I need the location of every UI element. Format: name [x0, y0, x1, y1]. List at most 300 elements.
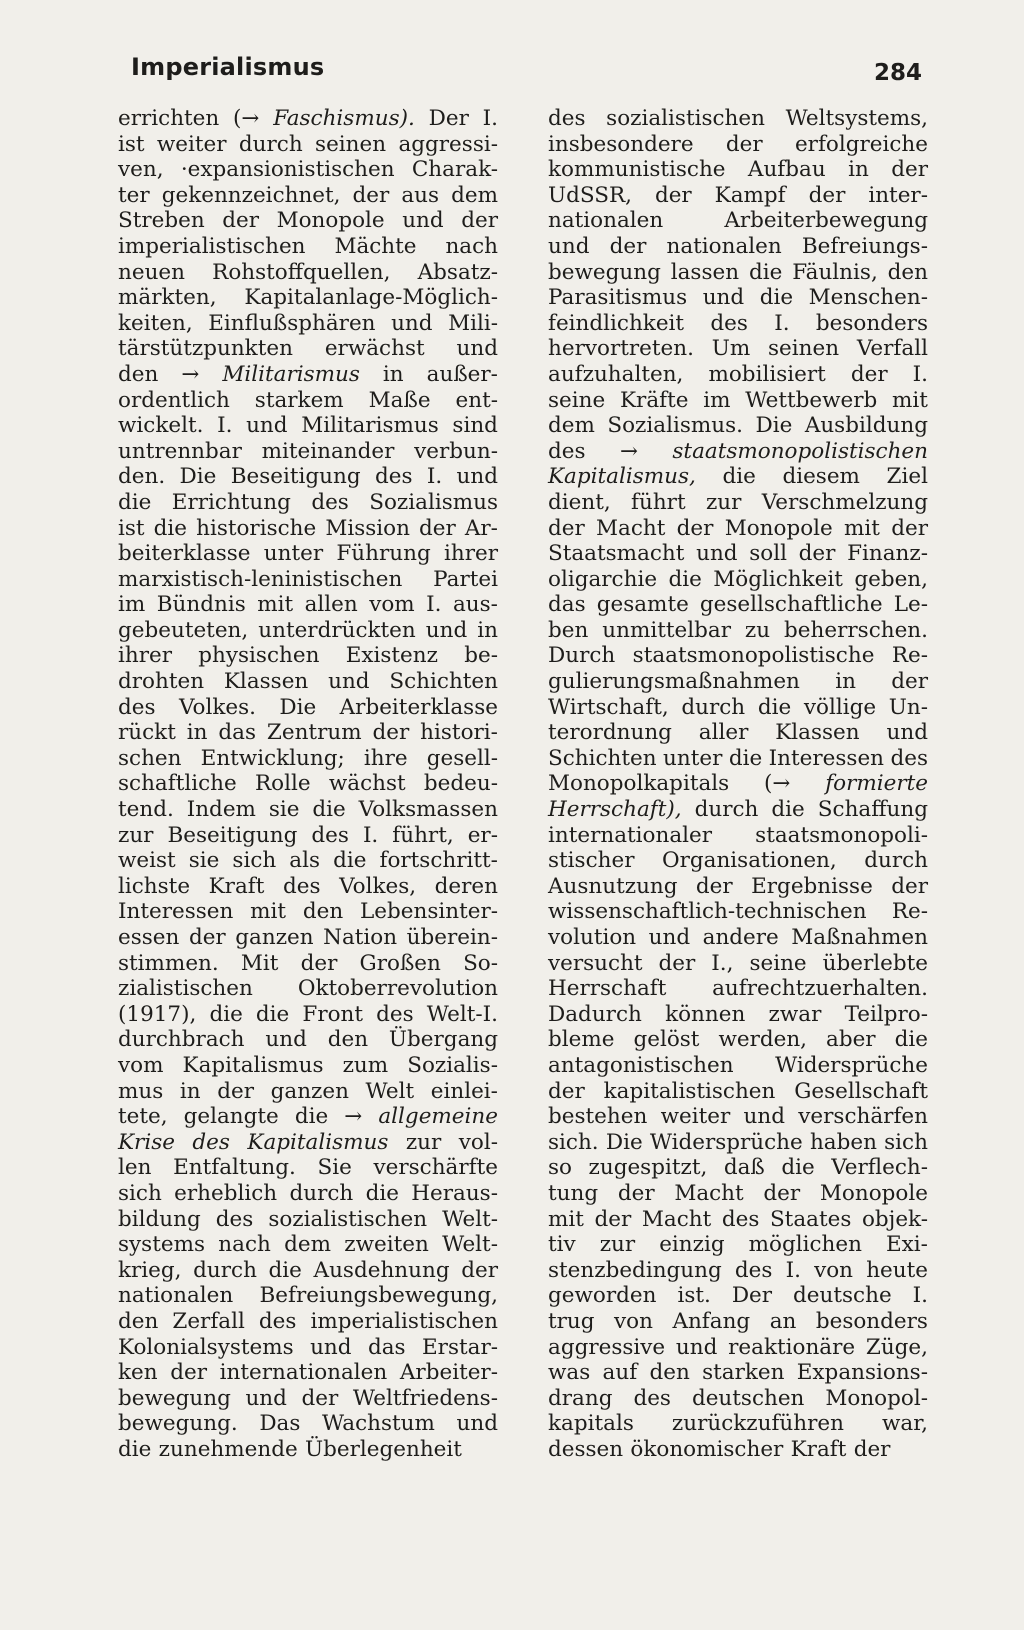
word: wickelt. [118, 413, 204, 439]
word: des [633, 1385, 671, 1411]
word: die [771, 797, 805, 823]
word: Dadurch [548, 1001, 642, 1027]
word: weist [118, 848, 176, 874]
word: aggressi- [398, 131, 498, 157]
word: Finanz- [847, 541, 928, 567]
word: Monopole [724, 515, 833, 541]
word: Kampf [714, 182, 786, 208]
word: erheblich [174, 1180, 278, 1206]
text-line [118, 1053, 498, 1079]
cross-reference-arrow: (→ [763, 771, 791, 797]
word: I. [217, 413, 233, 439]
word: drang [548, 1385, 613, 1411]
text-line [118, 490, 498, 516]
text-line [118, 1386, 498, 1412]
word: besonders [815, 1308, 928, 1334]
text-line [548, 490, 928, 516]
word: Maße [368, 387, 431, 413]
word: erwächst [324, 336, 425, 362]
word: imperialistischen [310, 1308, 498, 1334]
word: dem [548, 413, 595, 439]
word: im [703, 387, 731, 413]
word: bleme [548, 1027, 615, 1053]
word: in [848, 157, 869, 183]
word: terordnung [548, 720, 672, 746]
word: Beseitigung [167, 822, 298, 848]
word: das [367, 1334, 406, 1360]
word: Mission [325, 515, 410, 541]
word: in [477, 617, 498, 643]
word: die [255, 1001, 290, 1027]
text-line [118, 208, 498, 234]
word: die [728, 745, 763, 771]
word: der [300, 950, 338, 976]
word: Militarismus [301, 413, 439, 439]
word: außer- [426, 361, 498, 387]
text-line [118, 413, 498, 439]
word: ken [118, 1360, 158, 1386]
word: zialistischen [118, 976, 253, 1002]
word: der [548, 1078, 585, 1104]
word: des [548, 106, 586, 131]
word: I. [785, 1257, 801, 1283]
word: der [609, 233, 647, 259]
word: dem [451, 182, 498, 208]
word: zweiten [344, 1232, 429, 1258]
word: verschärfte [373, 1155, 498, 1181]
word: Volksmassen [358, 797, 498, 823]
word: unter [663, 745, 723, 771]
text-line [118, 951, 498, 977]
word: beherrschen. [784, 617, 928, 643]
word: Weltsystems, [785, 106, 928, 131]
word: Klassen [775, 720, 860, 746]
word: Staates [769, 1206, 852, 1232]
word: Interessen [768, 745, 885, 771]
word: den [118, 361, 159, 387]
word: mus [118, 1078, 164, 1104]
word: sozialistischen [606, 106, 765, 131]
word: systems [118, 1232, 205, 1258]
word: die [757, 694, 792, 720]
word: tiv [548, 1232, 576, 1258]
word: durch [289, 1180, 354, 1206]
word: I. [912, 361, 928, 387]
text-line [118, 1309, 498, 1335]
word: vom [118, 1052, 164, 1078]
word: der [763, 1180, 801, 1206]
word: aller [698, 720, 749, 746]
word: Beseitigung [230, 464, 361, 490]
word: bestehen [548, 1104, 648, 1130]
word: diesem [782, 464, 860, 490]
word: essen [118, 925, 180, 950]
word: nach [445, 233, 498, 259]
word: historische [196, 515, 317, 541]
text-line [118, 797, 498, 823]
word: erfolgreiche [794, 131, 928, 157]
word: die [748, 259, 783, 285]
word: beiterklasse [118, 541, 251, 567]
word: besonders [815, 310, 928, 336]
word: So- [463, 950, 498, 976]
text-line [548, 1309, 928, 1335]
word: zwar [768, 1001, 822, 1027]
word: des [258, 1308, 297, 1334]
word: gesell- [426, 745, 498, 771]
word: der [301, 1385, 339, 1411]
text-line [118, 541, 498, 567]
word: er- [467, 822, 498, 848]
word: Führung [336, 541, 431, 567]
text-line [118, 643, 498, 669]
word: seinen [768, 336, 840, 362]
word: und [456, 336, 498, 362]
word: und [328, 669, 370, 695]
word: die [781, 1155, 815, 1181]
word: starkem [254, 387, 344, 413]
word: sozialistischen [268, 1206, 428, 1232]
word: ter [118, 182, 150, 208]
word: Ausbildung [804, 413, 928, 439]
word: Arbeiter- [399, 1360, 498, 1386]
word: mit [548, 1206, 584, 1232]
word: gesellschaftliche [699, 592, 883, 618]
word: Lebensinter- [359, 899, 498, 925]
word: nationalen [666, 233, 782, 259]
word: fortschritt- [379, 848, 498, 874]
word: überein- [406, 925, 498, 950]
word: versucht [548, 950, 643, 976]
word: Macht [596, 515, 666, 541]
word: dient, [548, 489, 611, 515]
text-line [548, 823, 928, 849]
word: weiter [660, 1104, 731, 1130]
text-line [118, 1027, 498, 1053]
word: Menschen- [808, 285, 928, 311]
text-line [548, 771, 928, 797]
word: Wettbewerb [745, 387, 878, 413]
word: Arbeiterbewegung [724, 208, 928, 234]
word: Entfaltung. [173, 1155, 296, 1181]
text-line [118, 516, 498, 542]
word: Monopolkapitals [548, 771, 730, 797]
text-line [548, 1104, 928, 1130]
word: Befreiungsbewegung, [259, 1283, 498, 1309]
word: Die [279, 694, 317, 720]
word: Weltfriedens- [352, 1385, 498, 1411]
word: kapitals [548, 1411, 634, 1437]
word: Partei [433, 566, 498, 592]
word: Kapitalanlage-Möglich- [244, 285, 498, 311]
word: Welt-I. [426, 1001, 498, 1027]
text-line [548, 208, 928, 234]
word: Welt [365, 1078, 415, 1104]
word: Faschismus). [273, 106, 415, 131]
text-line [118, 183, 498, 209]
word: schen [118, 745, 182, 771]
word: Sie [317, 1155, 352, 1181]
word: der [808, 182, 846, 208]
text-line [118, 1360, 498, 1386]
word: kommunistische [548, 157, 726, 183]
word: Widersprüche [775, 1052, 928, 1078]
word: Anfang [672, 1308, 751, 1334]
word: mit [892, 387, 928, 413]
text-line [548, 899, 928, 925]
text-line [118, 695, 498, 721]
text-line [118, 848, 498, 874]
word: und [648, 925, 691, 950]
word: Monopol- [825, 1385, 928, 1411]
text-column-left [118, 106, 498, 1462]
cross-reference-arrow: (→ [233, 106, 260, 131]
text-line [118, 439, 498, 465]
word: durch [238, 131, 303, 157]
text-line [118, 1181, 498, 1207]
word: gesamte [596, 592, 689, 618]
word: gebeuteten, [118, 617, 249, 643]
word: Krise [118, 1129, 175, 1155]
word: ganzen [270, 1078, 349, 1104]
page-number: 284 [874, 60, 923, 86]
word: Parasitismus [548, 285, 688, 311]
word: Oktoberrevolution [297, 976, 498, 1002]
word: werden, [718, 1027, 808, 1053]
text-line [548, 976, 928, 1002]
word: und [265, 1027, 307, 1053]
word: Re- [891, 899, 928, 925]
word: Front [302, 1001, 364, 1027]
word: einlei- [430, 1078, 498, 1104]
word: seine [548, 387, 606, 413]
word: Ausnutzung [548, 873, 678, 899]
word: und [548, 233, 590, 259]
text-line [548, 311, 928, 337]
word: aus- [452, 592, 498, 618]
word: an [769, 1308, 797, 1334]
word: schaftliche [118, 771, 237, 797]
text-line [118, 1155, 498, 1181]
word: des [118, 694, 156, 720]
word: I. [912, 1283, 928, 1309]
word: gekennzeichnet, [161, 182, 341, 208]
word: Macht [641, 1206, 712, 1232]
text-line [118, 874, 498, 900]
word: ihrer [443, 541, 498, 567]
text-line [548, 746, 928, 772]
word: zu [744, 617, 771, 643]
word: Das [259, 1411, 301, 1437]
word: verbun- [414, 438, 498, 464]
text-line [118, 362, 498, 388]
text-line [118, 1283, 498, 1309]
word: ökonomischer [630, 1436, 784, 1462]
text-line [548, 464, 928, 490]
word: sich [118, 1180, 162, 1206]
word: zum [342, 1052, 389, 1078]
word: aggressive [548, 1334, 666, 1360]
text-line [118, 157, 498, 183]
word: Großen [359, 950, 441, 976]
word: aus [401, 182, 440, 208]
word: und [702, 285, 745, 311]
word: Zentrum [266, 720, 362, 746]
word: und [310, 1334, 352, 1360]
word: die [118, 1436, 152, 1462]
word: der [695, 873, 733, 899]
word: des [548, 438, 586, 464]
text-line [548, 1258, 928, 1284]
text-line [548, 1411, 928, 1437]
word: Kolonialsystems [118, 1334, 294, 1360]
word: neuen [118, 259, 185, 285]
word: internationalen [219, 1360, 388, 1386]
word: Durch [548, 643, 616, 669]
text-line [118, 260, 498, 286]
word: drohten [118, 669, 205, 695]
word: der [461, 208, 498, 234]
word: andere [702, 925, 779, 950]
text-line [118, 618, 498, 644]
word: und [696, 541, 738, 567]
word: Wirtschaft, [548, 694, 669, 720]
text-line [118, 311, 498, 337]
word: und [743, 1104, 785, 1130]
word: Monopole [819, 1180, 928, 1206]
word: und [391, 310, 433, 336]
word: mit [250, 899, 287, 925]
word: möglichen [748, 1232, 862, 1258]
word: Widersprüche [649, 1129, 803, 1155]
word: ihrer [118, 643, 173, 669]
text-line [548, 1053, 928, 1079]
text-line [118, 1104, 498, 1130]
word: Gesellschaft [794, 1078, 928, 1104]
word: der [617, 1180, 655, 1206]
word: Re- [891, 643, 928, 669]
word: Heraus- [411, 1180, 498, 1206]
word: durch [681, 694, 746, 720]
word: gulierungsmaßnahmen [548, 669, 800, 695]
text-line [548, 183, 928, 209]
word: Überlegenheit [305, 1436, 462, 1462]
word: Welt- [442, 1232, 498, 1258]
word: Volkes. [178, 694, 256, 720]
word: feindlichkeit [548, 310, 685, 336]
word: von [814, 1257, 854, 1283]
word: Ar- [464, 515, 498, 541]
word: der [850, 361, 888, 387]
text-line [118, 1437, 498, 1463]
word: führt, [392, 822, 454, 848]
word: der [676, 515, 714, 541]
word: führt [631, 489, 686, 515]
word: internationaler [548, 822, 713, 848]
word: Kräfte [619, 387, 689, 413]
word: in [186, 720, 208, 746]
word: und [886, 720, 928, 746]
word: Teilpro- [844, 1001, 928, 1027]
word: untrennbar [118, 438, 242, 464]
text-line [548, 260, 928, 286]
word: können [665, 1001, 746, 1027]
word: der [372, 720, 410, 746]
word: heute [866, 1257, 928, 1283]
text-line [118, 823, 498, 849]
word: soll [749, 541, 787, 567]
word: formierte [825, 771, 928, 797]
word: mit [257, 592, 294, 618]
word: Rohstoffquellen, [212, 259, 391, 285]
word: ist [118, 131, 145, 157]
word: staatsmonopoli- [755, 822, 928, 848]
word: aufrechtzuerhalten. [712, 976, 928, 1002]
word: als [289, 848, 321, 874]
word: bewegung. [118, 1411, 238, 1437]
text-line [118, 976, 498, 1002]
word: zugespitzt, [588, 1155, 708, 1181]
word: rückt [118, 720, 176, 746]
word: Ausdehnung [313, 1257, 450, 1283]
word: in [179, 1078, 201, 1104]
word: Militarismus [222, 361, 360, 387]
word: verschärfen [798, 1104, 928, 1130]
word: Verflech- [831, 1155, 928, 1181]
word: Absatz- [417, 259, 498, 285]
word: Verfall [856, 336, 928, 362]
text-line [548, 643, 928, 669]
word: Nation [323, 925, 398, 950]
word: I. [774, 310, 790, 336]
word: dem [284, 1232, 331, 1258]
word: nach [218, 1232, 271, 1258]
word: Expansions- [796, 1360, 928, 1386]
word: aber [826, 1027, 876, 1053]
text-line [548, 874, 928, 900]
word: Schichten [389, 669, 498, 695]
word: volution [548, 925, 637, 950]
word: sie [268, 797, 300, 823]
word: Die [605, 1129, 643, 1155]
word: was [548, 1360, 591, 1386]
word: Un- [888, 694, 928, 720]
word: der [352, 182, 390, 208]
word: auf [602, 1360, 638, 1386]
word: in [835, 669, 856, 695]
word: des [710, 310, 748, 336]
word: hervortreten. [548, 336, 694, 362]
word: vol- [458, 1129, 498, 1155]
text-line [548, 848, 928, 874]
word: Organisationen, [661, 848, 837, 874]
word: oligarchie [548, 566, 658, 592]
word: deutschen [691, 1385, 805, 1411]
word: im [118, 592, 146, 618]
word: der [594, 1206, 632, 1232]
word: des [734, 1257, 773, 1283]
word: geben, [854, 566, 928, 592]
word: Sozialismus. [607, 413, 743, 439]
word: I. [362, 822, 379, 848]
word: Kraft [790, 1436, 847, 1462]
word: die [118, 489, 152, 515]
word: I., [711, 950, 734, 976]
word: des [890, 745, 928, 771]
word: Volkes, [339, 873, 417, 899]
word: die [759, 285, 794, 311]
text-line [548, 1130, 928, 1156]
